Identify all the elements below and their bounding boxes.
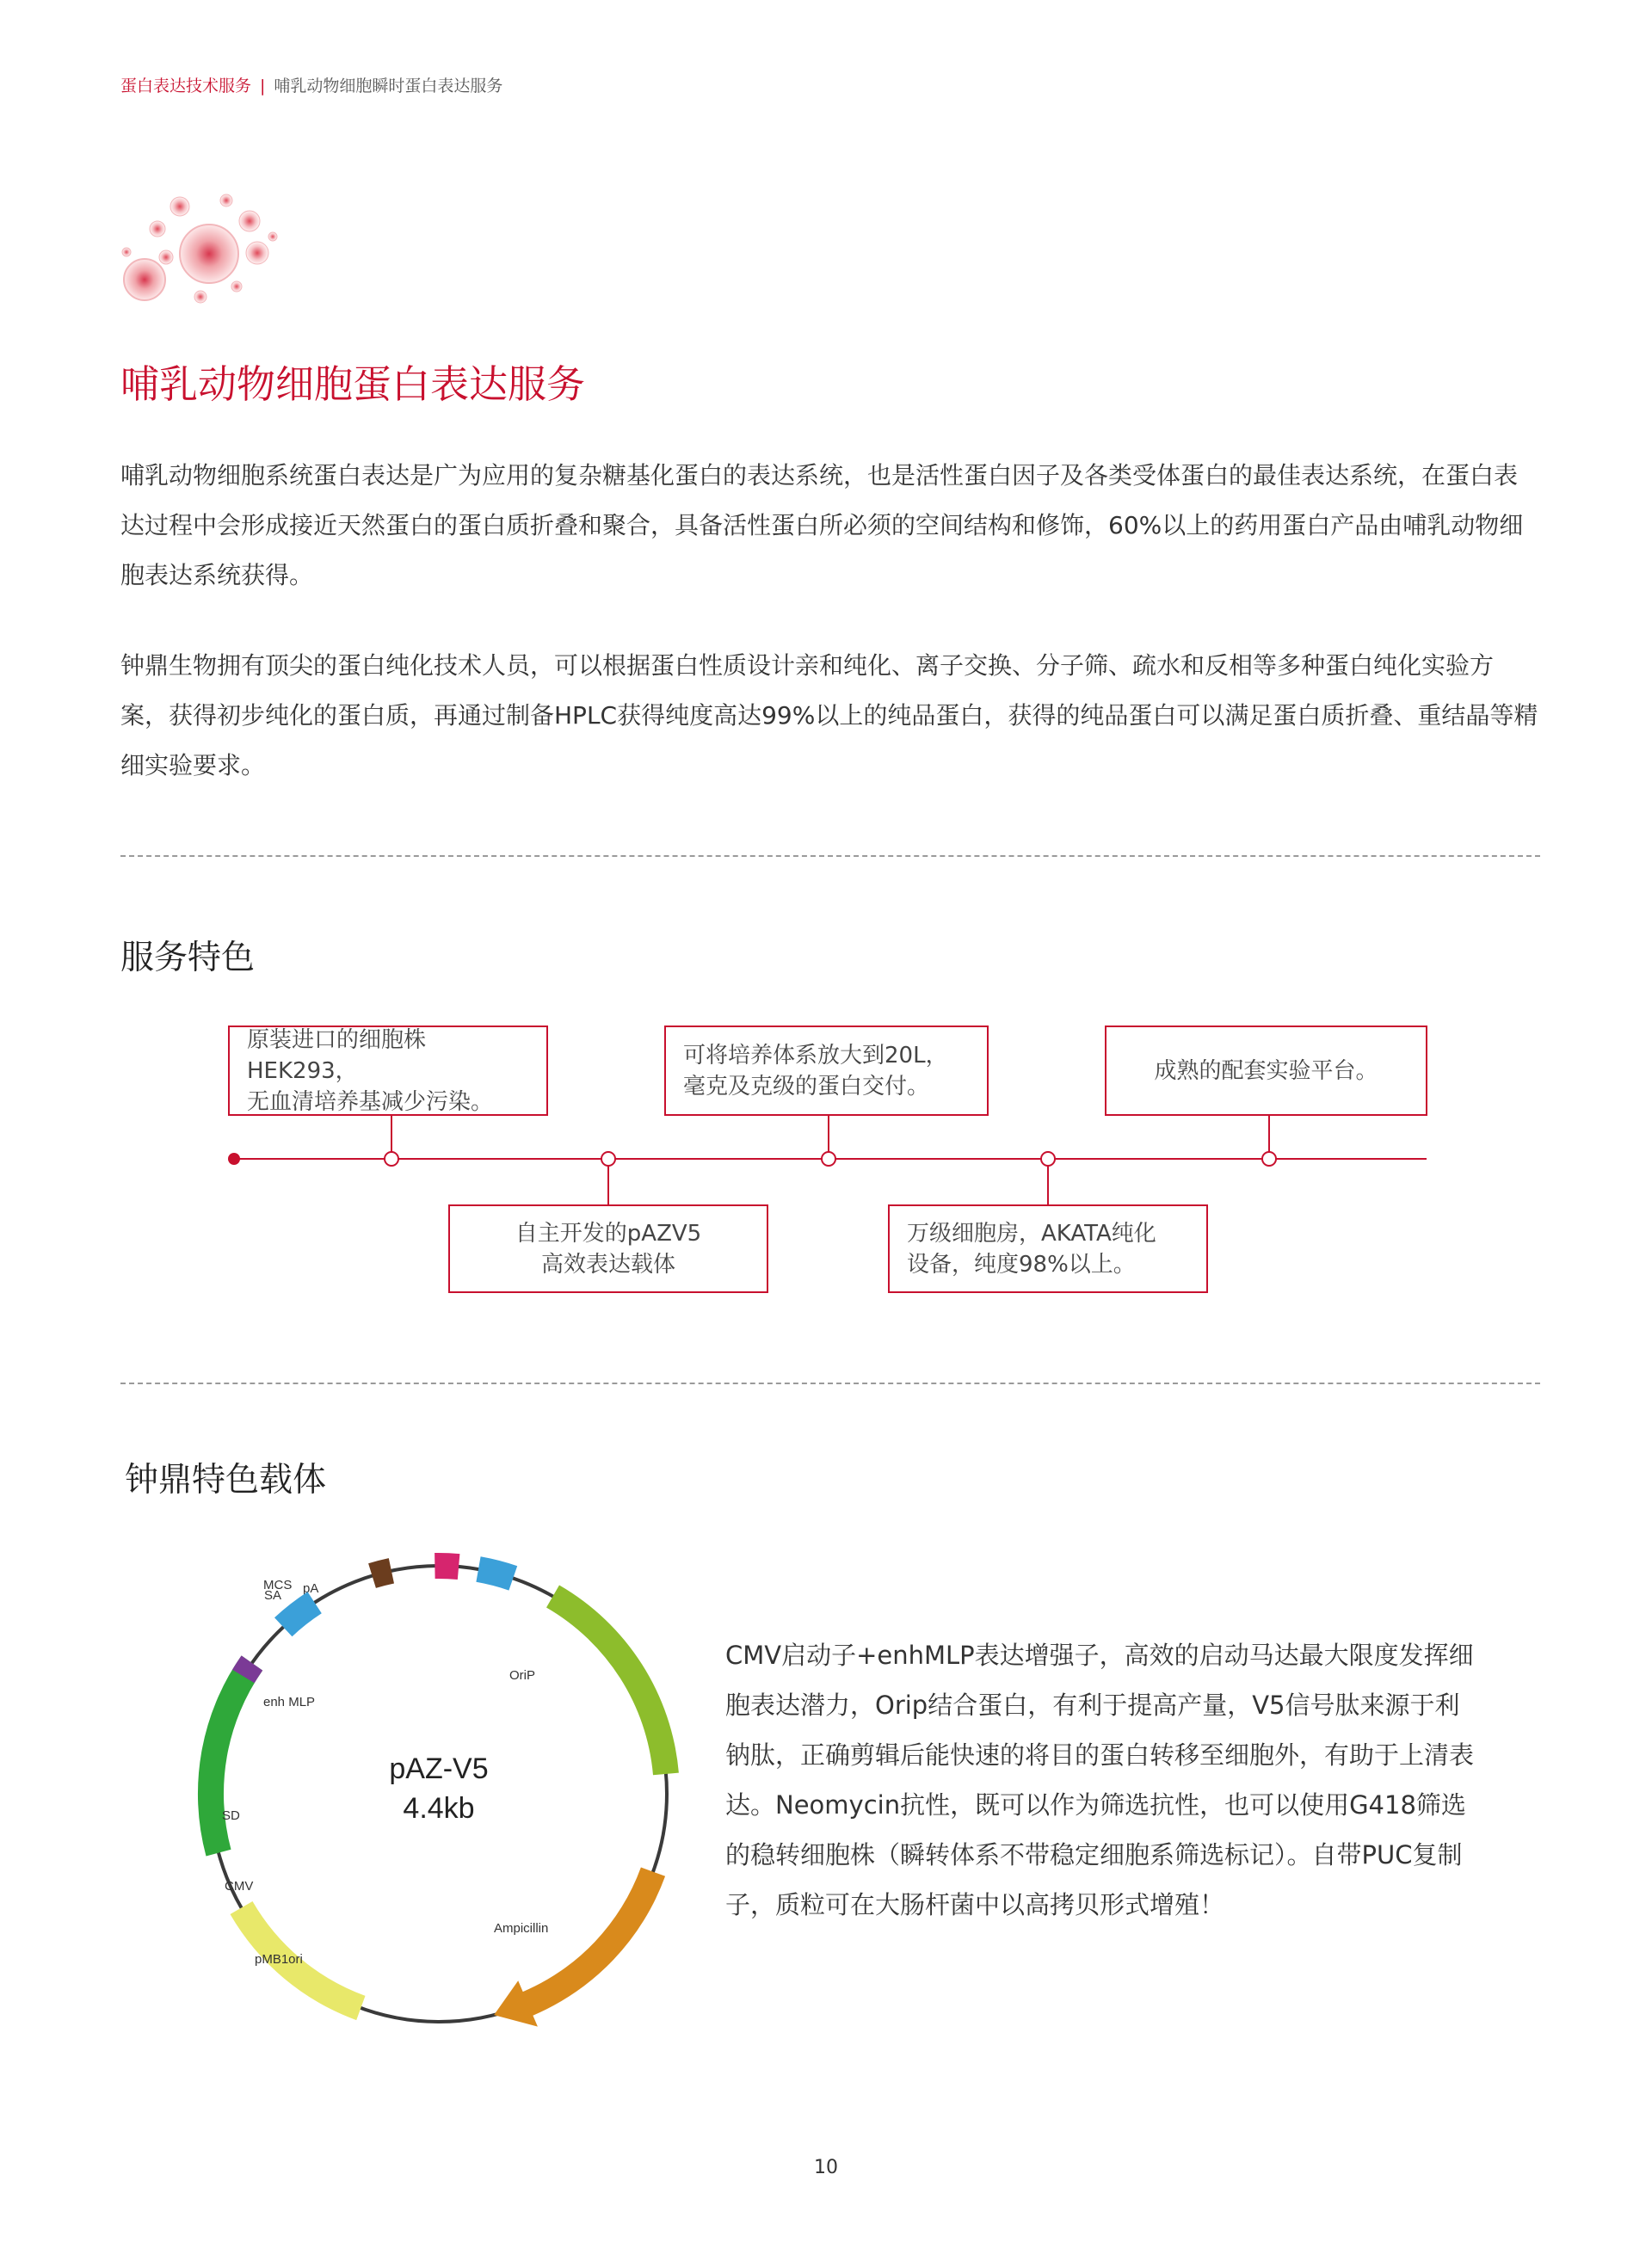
timeline-start-dot [228, 1153, 240, 1165]
plasmid-feature-orip [546, 1586, 679, 1776]
feature-line: 自主开发的pAZV5 [515, 1220, 702, 1247]
plasmid-feature-label: CMV [225, 1879, 254, 1894]
plasmid-feature-label: pMB1ori [255, 1952, 303, 1967]
feature-line: 成熟的配套实验平台。 [1154, 1057, 1378, 1084]
plasmid-feature-label: pA [303, 1581, 319, 1596]
vector-section-title: 钟鼎特色载体 [125, 1461, 327, 1500]
plasmid-map [181, 1544, 697, 2035]
plasmid-size: 4.4kb [403, 1792, 475, 1825]
feature-box-platform [1105, 1026, 1427, 1116]
feature-line: 高效表达载体 [540, 1251, 675, 1278]
timeline-node [822, 1152, 835, 1166]
plasmid-feature-label: enh MLP [263, 1695, 316, 1709]
vector-description: CMV启动子+enhMLP表达增强子，高效的启动马达最大限度发挥细胞表达潜力，Orip结合蛋白，有利于提高产量，V5信号肽来源于利钠肽，正确剪辑后能快速的将目的蛋白转移至细胞外，有助于上清表达。Neomycin抗性，既可以作为筛选抗性，也可以使用G418筛选的稳转细胞株（瞬转体系不带稳定细胞系筛选标记）。自带PUC复制子，质粒可在大肠杆菌中以高拷贝形式增殖！ [725, 1641, 1475, 1919]
plasmid-feature-label: OriP [509, 1668, 535, 1683]
timeline-node [385, 1152, 398, 1166]
plasmid-feature-pa [476, 1556, 517, 1590]
plasmid-feature-label: Ampicillin [494, 1921, 549, 1936]
plasmid-feature-label: MCS [263, 1578, 293, 1592]
breadcrumb-separator: | [260, 77, 266, 95]
features-timeline [224, 1015, 1428, 1308]
features-section-title: 服务特色 [120, 939, 256, 977]
feature-line: 设备，纯度98%以上。 [907, 1251, 1136, 1278]
feature-line: 可将培养体系放大到20L， [683, 1042, 948, 1069]
feature-box-cleanroom [888, 1204, 1208, 1293]
breadcrumb [120, 73, 502, 96]
feature-box-scale [664, 1026, 989, 1116]
plasmid-feature-sa [368, 1558, 394, 1588]
breadcrumb-current-page: 哺乳动物细胞瞬时蛋白表达服务 [274, 77, 503, 95]
feature-line: 原装进口的细胞株HEK293， [247, 1026, 427, 1084]
plasmid-feature-ampicillin [494, 1868, 665, 2027]
timeline-node [1041, 1152, 1055, 1166]
feature-box-vector [448, 1204, 768, 1293]
section-divider [120, 1383, 1540, 1384]
plasmid-feature-label: SD [222, 1808, 240, 1823]
plasmid-feature-label: SA [264, 1588, 282, 1603]
page-number: 10 [814, 2157, 838, 2178]
plasmid-feature-cmv [198, 1655, 262, 1856]
section-divider [120, 855, 1540, 857]
breadcrumb-section[interactable]: 蛋白表达技术服务 [120, 77, 252, 95]
feature-line: 无血清培养基减少污染。 [247, 1088, 494, 1115]
timeline-node [601, 1152, 615, 1166]
cells-illustration [116, 185, 280, 305]
plasmid-feature-mcs [435, 1553, 459, 1580]
purification-paragraph: 钟鼎生物拥有顶尖的蛋白纯化技术人员，可以根据蛋白性质设计亲和纯化、离子交换、分子筛、疏水和反相等多种蛋白纯化实验方案，获得初步纯化的蛋白质，再通过制备HPLC获得纯度高达99%以上的纯品蛋白，获得的纯品蛋白可以满足蛋白质折叠、重结晶等精细实验要求。 [120, 651, 1538, 779]
intro-paragraph: 哺乳动物细胞系统蛋白表达是广为应用的复杂糖基化蛋白的表达系统，也是活性蛋白因子及各类受体蛋白的最佳表达系统，在蛋白表达过程中会形成接近天然蛋白的蛋白质折叠和聚合，具备活性蛋白所必须的空间结构和修饰，60%以上的药用蛋白产品由哺乳动物细胞表达系统获得。 [120, 461, 1524, 589]
page-title: 哺乳动物细胞蛋白表达服务 [120, 361, 586, 407]
timeline-node [1262, 1152, 1276, 1166]
feature-line: 毫克及克级的蛋白交付。 [683, 1073, 930, 1099]
feature-line: 万级细胞房，AKATA纯化 [907, 1220, 1156, 1247]
plasmid-name: pAZ-V5 [389, 1752, 489, 1785]
feature-box-hek293 [228, 1026, 548, 1116]
